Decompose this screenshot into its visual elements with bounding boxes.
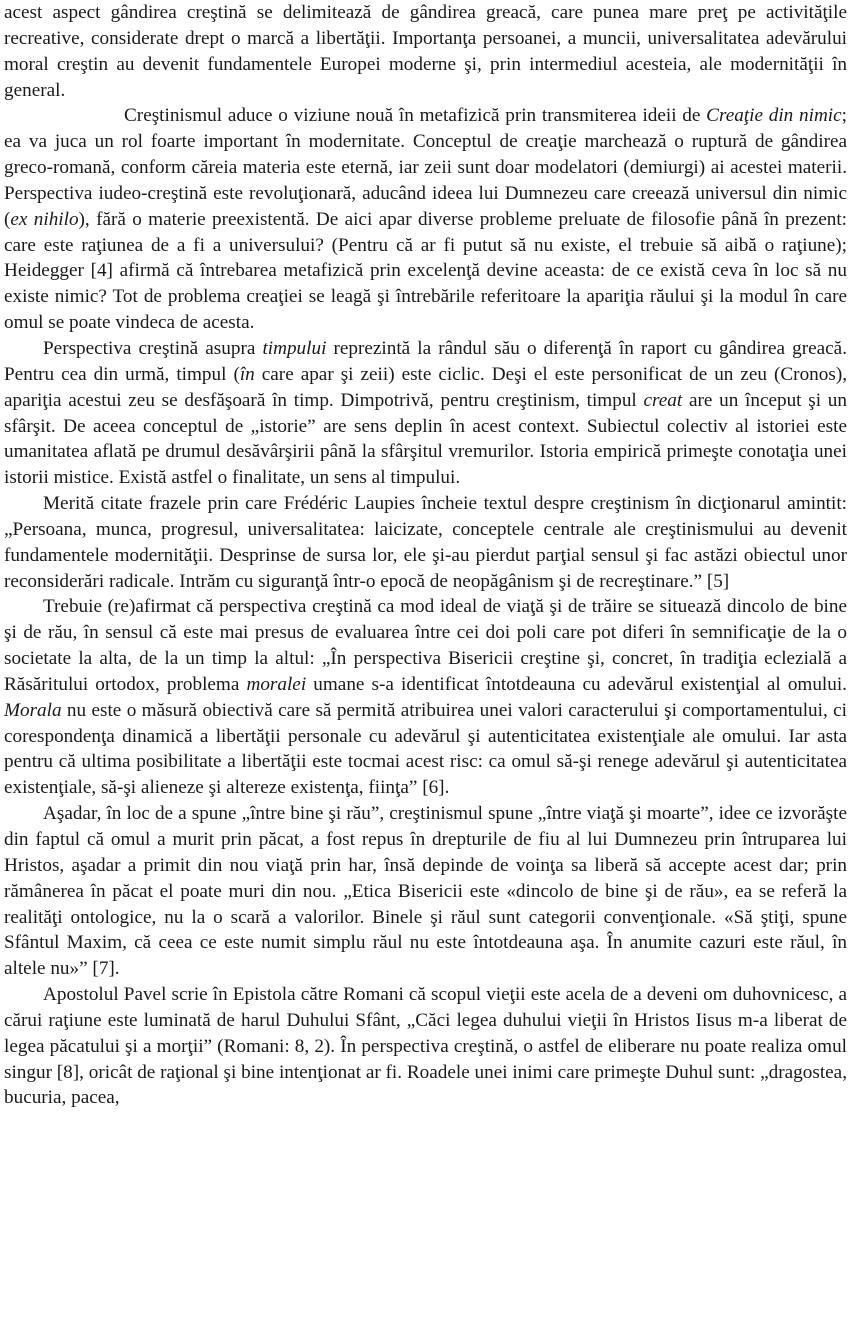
paragraph [4, 594, 847, 801]
paragraph [4, 336, 847, 491]
italic-text: în [239, 363, 255, 385]
text-run: Aşadar, în loc de a spune „între bine şi rău”, creştinismul spune „între viaţă şi moarte”, idee ce izvorăşte din faptul că omul a murit prin păcat, a fost repus în drepturile de fiu al lui Dumnezeu prin întruparea lui Hristos, aşadar a primit din nou viaţă prin har, însă depinde de voinţa sa liberă să accepte acest dar; prin rămânerea în păcat el poate muri din nou. „Etica Bisericii este «dincolo de bine şi de rău», ea se referă la realităţi ontologice, nu la o scară a valorilor. Binele şi răul sunt categorii convenţionale. «Să ştiţi, spune Sfântul Maxim, că ceea ce este numit simplu răul nu este întotdeauna aşa. În anumite cazuri este răul, în altele nu»” [7]. [4, 803, 847, 980]
text-run: Merită citate frazele prin care Frédéric Laupies încheie textul despre creştinism în dicţionarul amintit: „Persoana, munca, progresul, universalitatea: laicizate, conceptele centrale ale creştinismului au devenit fundamentele modernităţii. Desprinse de sursa lor, ele şi-au pierdut parţial sensul şi fac astăzi obiectul unor reconsiderări radicale. Intrăm cu siguranţă într-o epocă de neopăgânism şi de recreştinare.” [5] [4, 493, 847, 592]
text-run: Perspectiva creştină asupra [43, 337, 263, 359]
paragraph [4, 0, 847, 103]
text-run: Trebuie (re)afirmat că perspectiva creştină ca mod ideal de viaţă şi de trăire se situează dincolo de bine şi de rău, în sensul că este mai presus de evaluarea între cei doi poli care pot diferi în semnificaţie de la o societate la alta, de la un timp la altul: „În perspectiva Bisericii creştine şi, concret, în tradiţia eclezială a Răsăritului ortodox, problema [4, 596, 847, 695]
italic-text: Morala [4, 699, 62, 721]
text-run: are un început şi un sfârşit. De aceea conceptul de „istorie” are sens deplin în acest context. Subiectul colectiv al istoriei este umanitatea aflată pe drumul desăvârşirii până la sfârşitul vremurilor. Istoria empirică primeşte conotaţia unei istorii mistice. Există astfel o finalitate, un sens al timpului. [4, 389, 847, 489]
text-run: reprezintă la rândul său o diferenţă în raport cu gândirea greacă. Pentru cea din urmă, timpul ( [4, 337, 847, 385]
text-run: care apar şi zeii) este ciclic. Deşi el este personificat de un zeu (Cronos), apariţia acestui zeu se desfăşoară în timp. Dimpotrivă, pentru creştinism, timpul [4, 363, 848, 411]
text-run: acest aspect gândirea creştină se delimitează de gândirea greacă, care punea mare preţ pe activităţile recreative, considerate drept o marcă a libertăţii. Importanţa persoanei, a muncii, universalitatea adevărului moral creştin au devenit fundamentele Europei moderne şi, prin intermediul acesteia, ale modernităţii în general. [4, 2, 847, 101]
text-run: Creştinismul aduce o viziune nouă în metafizică prin transmiterea ideii de [124, 105, 707, 127]
text-run: Apostolul Pavel scrie în Epistola către Romani că scopul vieţii este acela de a deveni om duhovnicesc, a cărui raţiune este luminată de harul Duhului Sfânt, „Căci legea duhului vieţii în Hristos Iisus m-a liberat de legea păcatului şi a morţii” (Romani: 8, 2). În perspectiva creştină, o astfel de eliberare nu poate realiza omul singur [8], oricât de raţional şi bine intenţionat ar fi. Roadele unei inimi care primeşte Duhul sunt: „dragostea, bucuria, pacea, [4, 984, 847, 1109]
text-run: umane s-a identificat întotdeauna cu adevărul existenţial al omului. [306, 673, 847, 695]
italic-text: creat [643, 389, 683, 411]
paragraph [4, 491, 847, 594]
text-run: nu este o măsură obiectivă care să permită atribuirea unei valori caracterului şi comportamentului, ci corespondenţa dinamică a libertăţii personale cu adevărul şi autenticitatea existenţiale ale omului. Iar asta pentru că ultima posibilitate a libertăţii este tocmai acest risc: ca omul să-şi renege adevărul şi autenticitatea existenţiale, să-şi alieneze şi altereze existenţa, fiinţa” [6]. [4, 699, 847, 799]
italic-text: Creaţie din nimic [706, 105, 842, 127]
italic-text: timpului [262, 337, 327, 359]
paragraph [4, 982, 847, 1111]
text-run: ; ea va juca un rol foarte important în modernitate. Conceptul de creaţie marchează o ruptură de gândirea greco-romană, conform căreia materia este eternă, iar zeii sunt doar modelatori (demiurgi) ai acestei materii. Perspectiva iudeo-creştină este revoluţionară, aducând ideea lui Dumnezeu care creează universul din nimic ( [4, 105, 847, 230]
italic-text: ex nihilo [10, 208, 79, 230]
paragraph [4, 103, 847, 336]
paragraph [4, 801, 847, 982]
italic-text: moralei [246, 673, 307, 695]
text-run: ), fără o materie preexistentă. De aici apar diverse probleme preluate de filosofie până în prezent: care este raţiunea de a fi a universului? (Pentru că ar fi putut să nu existe, el trebuie să aibă o raţiune); Heidegger [4] afirmă că întrebarea metafizică prin excelenţă devine aceasta: de ce există ceva în loc să nu existe nimic? Tot de problema creaţiei se leagă şi întrebările referitoare la apariţia răului şi la modul în care omul se poate vindeca de acesta. [4, 208, 847, 334]
